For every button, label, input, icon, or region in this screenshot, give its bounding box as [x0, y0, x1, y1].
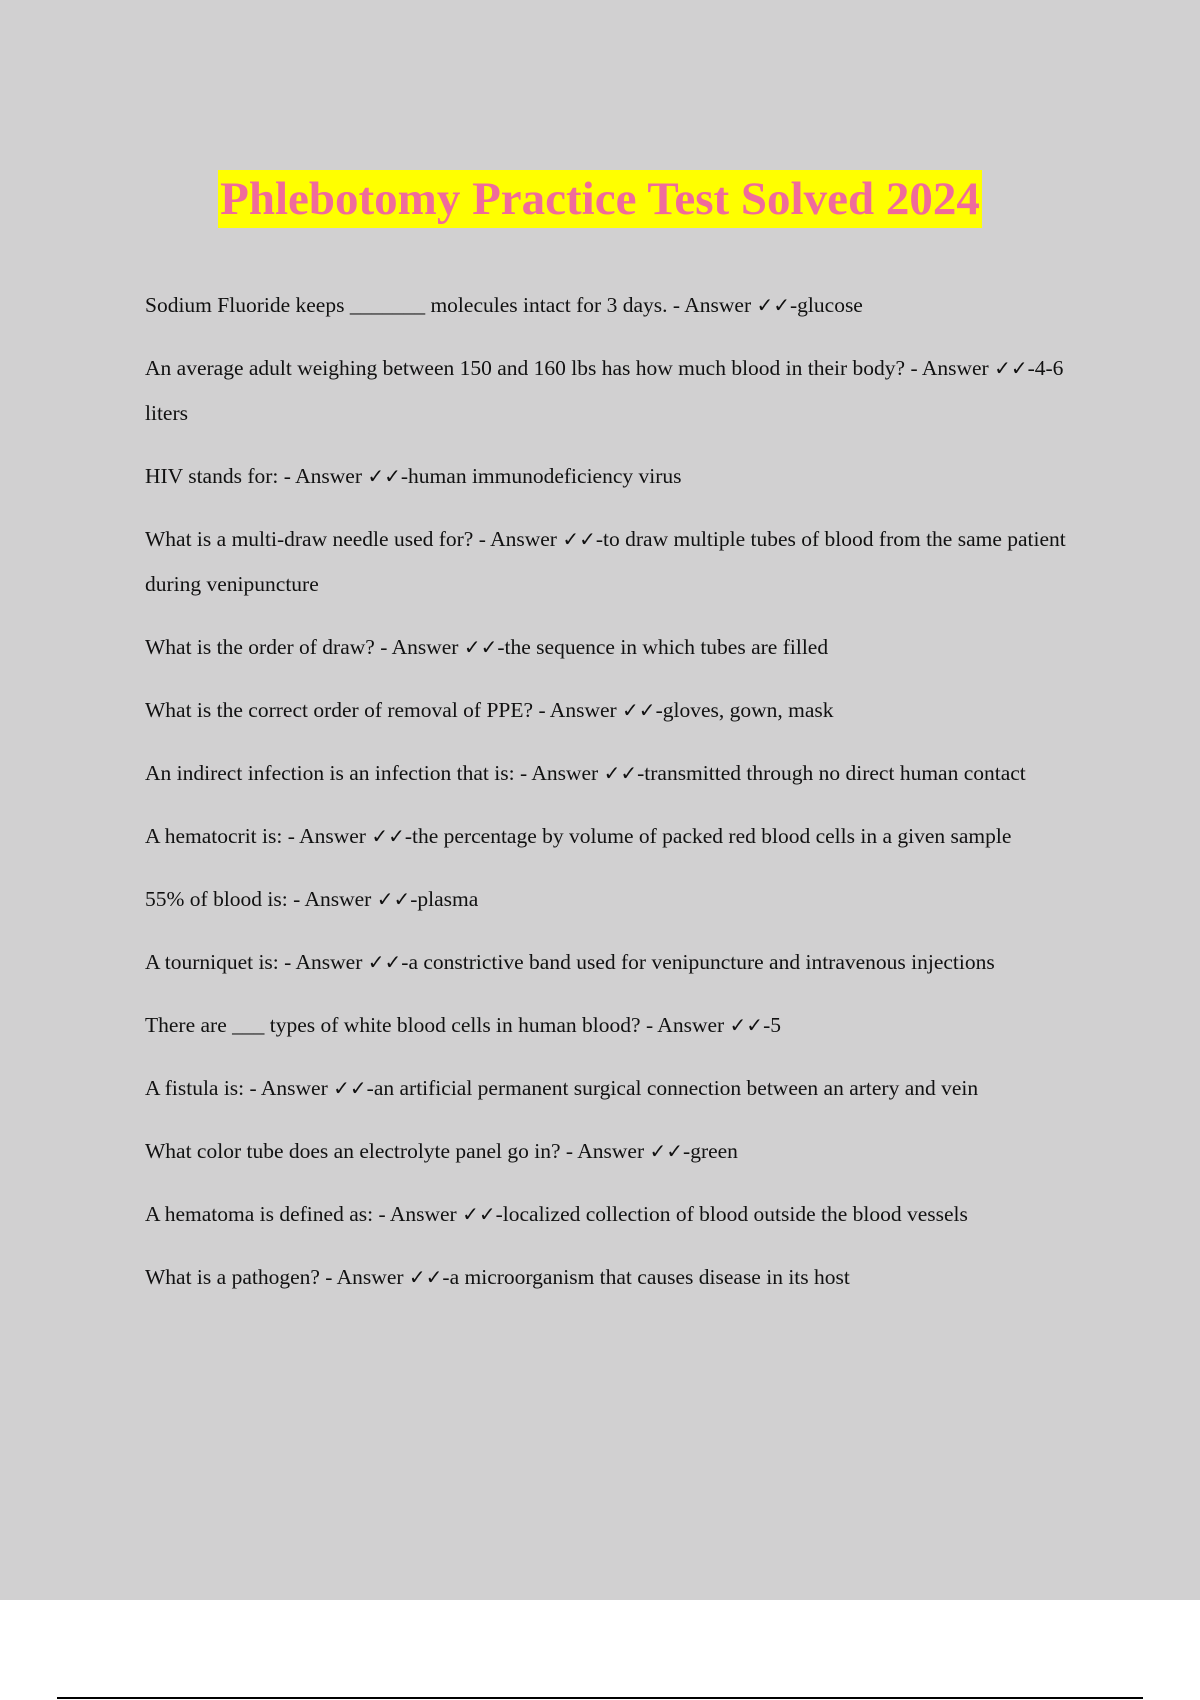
answer-text: gloves, gown, mask [662, 698, 834, 722]
question-text: There are ___ types of white blood cells in human blood? [145, 1013, 641, 1037]
answer-label: Answer [490, 527, 557, 551]
qa-item: What is the order of draw? - Answer ✓✓-the sequence in which tubes are filled [145, 635, 829, 659]
question-text: What is a multi-draw needle used for? [145, 527, 474, 551]
answer-text: transmitted through no direct human contact [644, 761, 1026, 785]
qa-item: What is a multi-draw needle used for? - Answer ✓✓-to draw multiple tubes of blood from the same patient during venipuncture [145, 527, 1066, 596]
qa-item: A tourniquet is: - Answer ✓✓-a constrictive band used for venipuncture and intravenous injections [145, 950, 995, 974]
answer-text: the sequence in which tubes are filled [504, 635, 829, 659]
qa-item: What color tube does an electrolyte panel go in? - Answer ✓✓-green [145, 1139, 738, 1163]
answer-label: Answer [657, 1013, 725, 1037]
question-text: A fistula is: [145, 1076, 245, 1100]
question-text: Sodium Fluoride keeps _______ molecules intact for 3 days. [145, 293, 668, 317]
answer-label: Answer [304, 887, 372, 911]
qa-item: There are ___ types of white blood cells in human blood? - Answer ✓✓-5 [145, 1013, 781, 1037]
double-check-icon: ✓✓ [729, 1013, 764, 1037]
question-text: HIV stands for: [145, 464, 279, 488]
footer-divider [57, 1697, 1143, 1699]
qa-item: Sodium Fluoride keeps _______ molecules intact for 3 days. - Answer ✓✓-glucose [145, 293, 863, 317]
qa-item: An indirect infection is an infection that is: - Answer ✓✓-transmitted through no direct human contact [145, 761, 1026, 785]
double-check-icon: ✓✓ [367, 950, 402, 974]
answer-text: human immunodeficiency virus [408, 464, 682, 488]
double-check-icon: ✓✓ [562, 527, 596, 551]
answer-text: a constrictive band used for venipuncture and intravenous injections [408, 950, 995, 974]
double-check-icon: ✓✓ [649, 1139, 684, 1163]
answer-label: Answer [531, 761, 599, 785]
answer-text: green [690, 1139, 738, 1163]
answer-label: Answer [684, 293, 752, 317]
double-check-icon: ✓✓ [408, 1265, 443, 1289]
answer-text: an artificial permanent surgical connection between an artery and vein [373, 1076, 979, 1100]
answer-text: 5 [770, 1013, 781, 1037]
qa-item: An average adult weighing between 150 and 160 lbs has how much blood in their body? - Answer ✓✓-4-6 liters [145, 356, 1064, 425]
answer-text: localized collection of blood outside the blood vessels [502, 1202, 968, 1226]
document-title: Phlebotomy Practice Test Solved 2024 [218, 170, 982, 228]
answer-label: Answer [336, 1265, 404, 1289]
double-check-icon: ✓✓ [333, 1076, 367, 1100]
answer-label: Answer [295, 464, 362, 488]
answer-label: Answer [577, 1139, 645, 1163]
double-check-icon: ✓✓ [603, 761, 638, 785]
qa-item: A fistula is: - Answer ✓✓-an artificial permanent surgical connection between an artery and vein [145, 1076, 979, 1100]
question-text: 55% of blood is: [145, 887, 288, 911]
double-check-icon: ✓✓ [462, 1202, 496, 1226]
answer-text: to draw multiple tubes of blood from the same patient during venipuncture [145, 527, 1066, 596]
double-check-icon: ✓✓ [756, 293, 790, 317]
title-container [0, 170, 1200, 228]
answer-label: Answer [391, 635, 459, 659]
answer-label: Answer [921, 356, 989, 380]
question-text: A hematoma is defined as: [145, 1202, 374, 1226]
question-text: What color tube does an electrolyte panel go in? [145, 1139, 561, 1163]
answer-label: Answer [549, 698, 617, 722]
qa-item: HIV stands for: - Answer ✓✓-human immunodeficiency virus [145, 464, 682, 488]
double-check-icon: ✓✓ [994, 356, 1028, 380]
qa-item: 55% of blood is: - Answer ✓✓-plasma [145, 887, 479, 911]
question-text: An indirect infection is an infection that is: [145, 761, 515, 785]
answer-text: glucose [797, 293, 863, 317]
answer-label: Answer [389, 1202, 457, 1226]
qa-item: What is the correct order of removal of PPE? - Answer ✓✓-gloves, gown, mask [145, 698, 834, 722]
answer-text: 4-6 liters [145, 356, 1064, 425]
double-check-icon: ✓✓ [367, 464, 401, 488]
question-answer-list [145, 283, 1095, 1318]
question-text: What is a pathogen? [145, 1265, 320, 1289]
double-check-icon: ✓✓ [376, 887, 411, 911]
double-check-icon: ✓✓ [463, 635, 498, 659]
answer-text: a microorganism that causes disease in its host [449, 1265, 850, 1289]
question-text: What is the order of draw? [145, 635, 375, 659]
answer-text: plasma [417, 887, 479, 911]
answer-text: the percentage by volume of packed red blood cells in a given sample [412, 824, 1012, 848]
question-text: A tourniquet is: [145, 950, 279, 974]
double-check-icon: ✓✓ [622, 698, 656, 722]
answer-label: Answer [295, 950, 363, 974]
qa-item: What is a pathogen? - Answer ✓✓-a microorganism that causes disease in its host [145, 1265, 850, 1289]
answer-label: Answer [260, 1076, 328, 1100]
question-text: What is the correct order of removal of PPE? [145, 698, 534, 722]
qa-item: A hematocrit is: - Answer ✓✓-the percentage by volume of packed red blood cells in a given sample [145, 824, 1012, 848]
question-text: An average adult weighing between 150 and 160 lbs has how much blood in their body? [145, 356, 906, 380]
qa-item: A hematoma is defined as: - Answer ✓✓-localized collection of blood outside the blood vessels [145, 1202, 968, 1226]
question-text: A hematocrit is: [145, 824, 283, 848]
answer-label: Answer [299, 824, 366, 848]
double-check-icon: ✓✓ [371, 824, 405, 848]
